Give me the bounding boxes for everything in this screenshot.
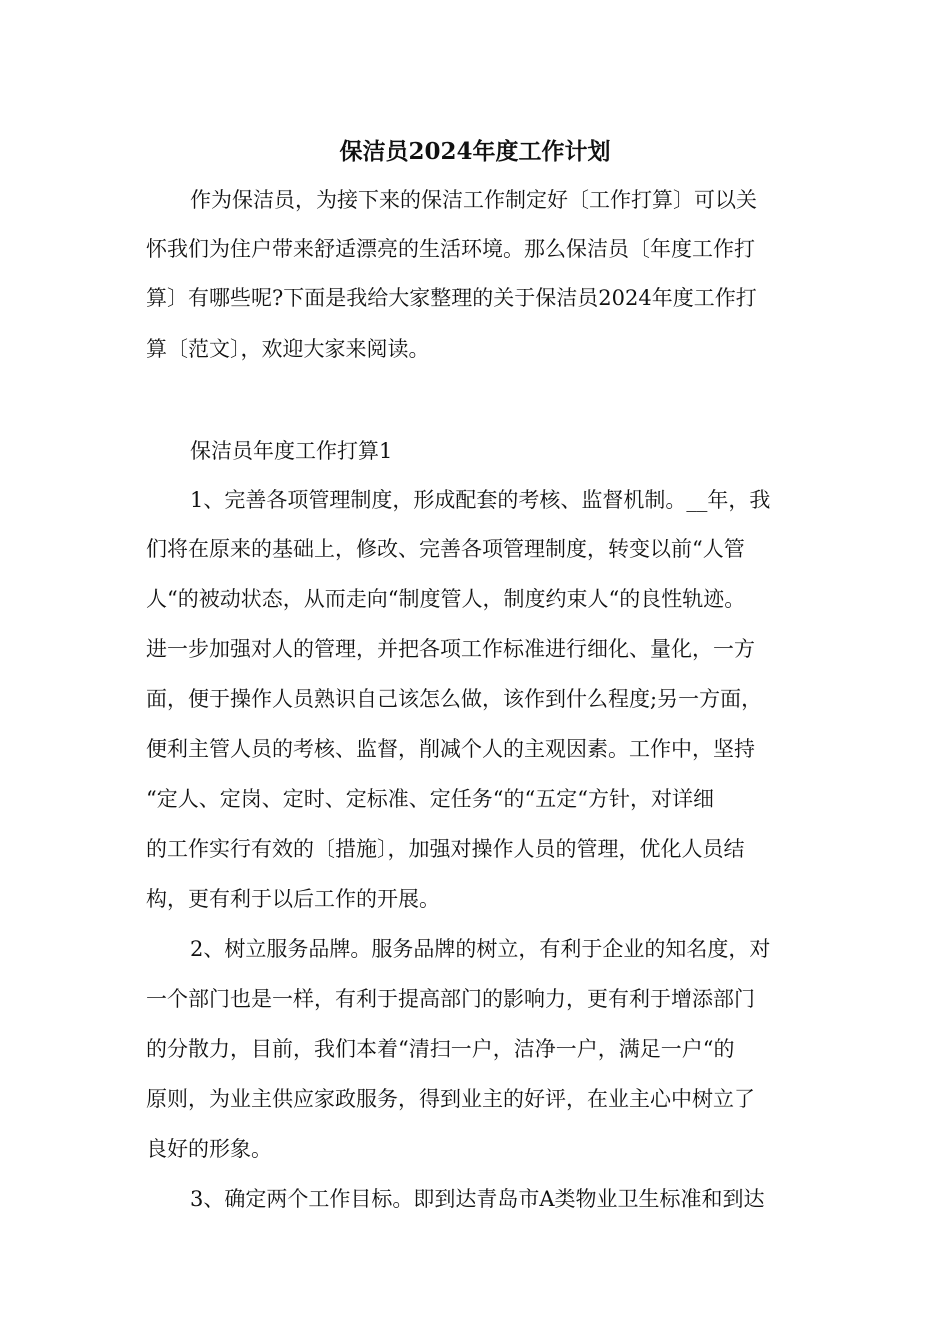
paragraph-line: 一个部门也是一样，有利于提高部门的影响力，更有利于增添部门: [146, 987, 755, 1011]
paragraph-line: 们将在原来的基础上，修改、完善各项管理制度，转变以前“人管: [146, 537, 745, 561]
paragraph-line: 的分散力，目前，我们本着“清扫一户，洁净一户，满足一户“的: [146, 1037, 735, 1061]
paragraph-line: 1、完善各项管理制度，形成配套的考核、监督机制。__年，我: [190, 488, 771, 512]
paragraph-line: 便利主管人员的考核、监督，削减个人的主观因素。工作中，坚持: [146, 737, 755, 761]
paragraph-line: 进一步加强对人的管理，并把各项工作标准进行细化、量化，一方: [146, 637, 755, 661]
paragraph-line: 2、树立服务品牌。服务品牌的树立，有利于企业的知名度，对: [190, 937, 771, 961]
paragraph-line: 的工作实行有效的〔措施〕，加强对操作人员的管理，优化人员结: [146, 837, 745, 861]
section-heading: 保洁员年度工作打算1: [190, 439, 393, 463]
paragraph-line: 良好的形象。: [146, 1137, 272, 1161]
paragraph-line: 算〔范文〕，欢迎大家来阅读。: [146, 337, 430, 361]
paragraph-line: 算〕有哪些呢?下面是我给大家整理的关于保洁员2024年度工作打: [146, 286, 757, 310]
paragraph-line: 怀我们为住户带来舒适漂亮的生活环境。那么保洁员〔年度工作打: [146, 237, 755, 261]
paragraph-line: 构，更有利于以后工作的开展。: [146, 887, 440, 911]
document-title: 保洁员2024年度工作计划: [339, 138, 611, 165]
paragraph-line: 面，便于操作人员熟识自己该怎么做，该作到什么程度;另一方面，: [146, 687, 763, 711]
paragraph-line: 原则，为业主供应家政服务，得到业主的好评，在业主心中树立了: [146, 1087, 755, 1111]
paragraph-line: “定人、定岗、定时、定标准、定任务“的“五定“方针，对详细: [146, 787, 714, 811]
paragraph-line: 3、确定两个工作目标。即到达青岛市A类物业卫生标准和到达: [190, 1187, 765, 1211]
paragraph-line: 人“的被动状态，从而走向“制度管人，制度约束人“的良性轨迹。: [146, 587, 746, 611]
paragraph-line: 作为保洁员，为接下来的保洁工作制定好〔工作打算〕可以关: [190, 188, 757, 212]
